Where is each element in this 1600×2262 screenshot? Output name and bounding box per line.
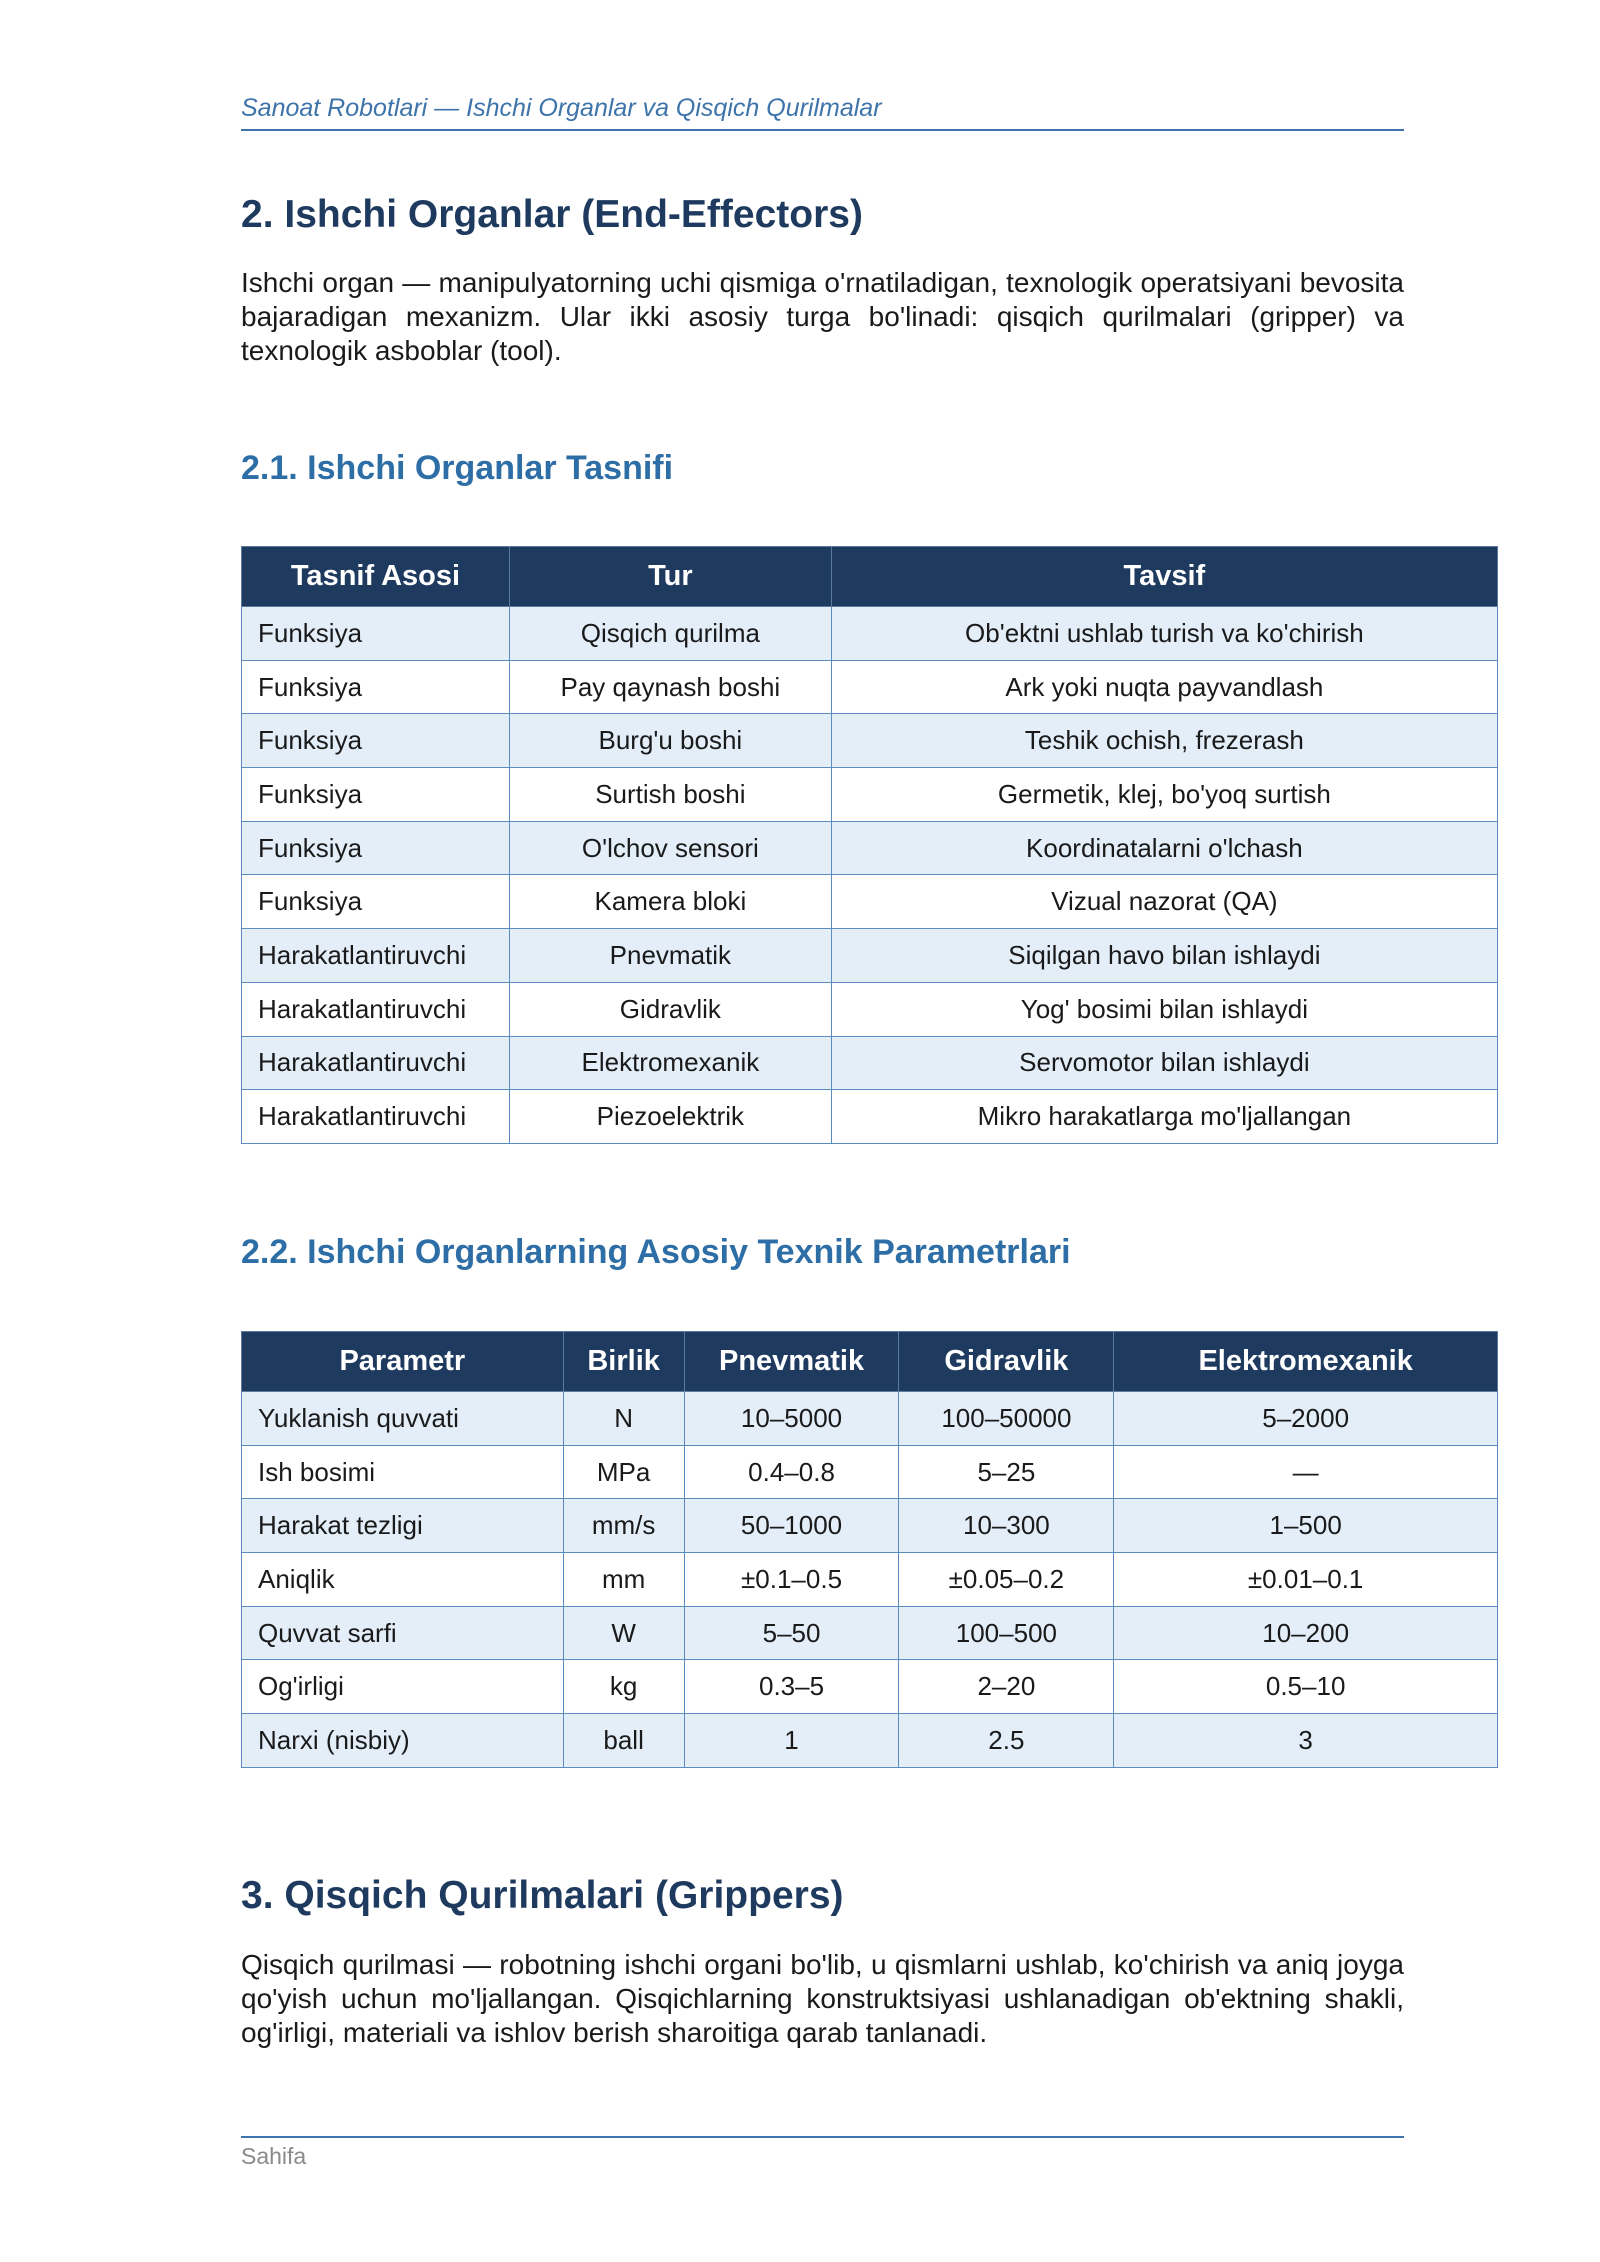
footer-divider: [241, 2136, 1404, 2138]
table-cell: 0.5–10: [1114, 1660, 1498, 1714]
table-cell: Quvvat sarfi: [242, 1606, 564, 1660]
table-header-row: [242, 1332, 1498, 1392]
table-cell: mm: [563, 1553, 684, 1607]
table-cell: Yog' bosimi bilan ishlaydi: [831, 982, 1497, 1036]
table-row: [242, 1606, 1498, 1660]
section-2-1-heading: 2.1. Ishchi Organlar Tasnifi: [241, 449, 674, 487]
table-cell: 100–500: [899, 1606, 1114, 1660]
table-cell: 1: [684, 1714, 899, 1768]
table-cell: Germetik, klej, bo'yoq surtish: [831, 768, 1497, 822]
table-cell: Servomotor bilan ishlaydi: [831, 1036, 1497, 1090]
table-cell: Qisqich qurilma: [509, 607, 831, 661]
table-cell: ±0.01–0.1: [1114, 1553, 1498, 1607]
table-row: [242, 1660, 1498, 1714]
running-header: Sanoat Robotlari — Ishchi Organlar va Qisqich Qurilmalar: [241, 94, 1404, 131]
table-cell: 2.5: [899, 1714, 1114, 1768]
table-cell: Ob'ektni ushlab turish va ko'chirish: [831, 607, 1497, 661]
table-cell: 5–2000: [1114, 1392, 1498, 1446]
table-cell: Elektromexanik: [509, 1036, 831, 1090]
table-row: [242, 821, 1498, 875]
column-header-birlik: Birlik: [563, 1332, 684, 1392]
classification-table: [241, 546, 1498, 1144]
table-cell: Ark yoki nuqta payvandlash: [831, 660, 1497, 714]
table-header-row: [242, 547, 1498, 607]
footer-page-label: Sahifa: [241, 2143, 307, 2169]
table-cell: Koordinatalarni o'lchash: [831, 821, 1497, 875]
table-cell: Harakatlantiruvchi: [242, 929, 510, 983]
column-header-tavsif: Tavsif: [831, 547, 1497, 607]
table-cell: Pay qaynash boshi: [509, 660, 831, 714]
table-cell: 0.3–5: [684, 1660, 899, 1714]
table-cell: —: [1114, 1445, 1498, 1499]
table-row: [242, 1714, 1498, 1768]
table-cell: Kamera bloki: [509, 875, 831, 929]
table-row: [242, 660, 1498, 714]
table-row: [242, 1392, 1498, 1446]
table-cell: Harakatlantiruvchi: [242, 982, 510, 1036]
section-3-paragraph: Qisqich qurilmasi — robotning ishchi organi bo'lib, u qismlarni ushlab, ko'chirish va aniq joyga qo'yish uchun mo'ljallangan. Qisqichlarning konstruktsiyasi ushlanadigan ob'ektning shakli, og'irligi, materiali va ishlov berish sharoitiga qarab tanlanadi.: [241, 1949, 1404, 2048]
table-cell: Burg'u boshi: [509, 714, 831, 768]
column-header-gidravlik: Gidravlik: [899, 1332, 1114, 1392]
table-cell: Teshik ochish, frezerash: [831, 714, 1497, 768]
column-header-tur: Tur: [509, 547, 831, 607]
table-cell: Gidravlik: [509, 982, 831, 1036]
table-cell: Siqilgan havo bilan ishlaydi: [831, 929, 1497, 983]
table-row: [242, 768, 1498, 822]
table-cell: Surtish boshi: [509, 768, 831, 822]
table-cell: 10–5000: [684, 1392, 899, 1446]
parameters-table: [241, 1331, 1498, 1768]
table-row: [242, 714, 1498, 768]
table-row: [242, 929, 1498, 983]
table-cell: Funksiya: [242, 660, 510, 714]
table-cell: O'lchov sensori: [509, 821, 831, 875]
table-cell: Harakatlantiruvchi: [242, 1090, 510, 1144]
table-cell: 10–200: [1114, 1606, 1498, 1660]
table-cell: 1–500: [1114, 1499, 1498, 1553]
table-cell: kg: [563, 1660, 684, 1714]
table-cell: Vizual nazorat (QA): [831, 875, 1497, 929]
table-cell: MPa: [563, 1445, 684, 1499]
column-header-pnevmatik: Pnevmatik: [684, 1332, 899, 1392]
section-3-heading: 3. Qisqich Qurilmalari (Grippers): [241, 1874, 844, 1917]
table-cell: N: [563, 1392, 684, 1446]
table-cell: Piezoelektrik: [509, 1090, 831, 1144]
column-header-parametr: Parametr: [242, 1332, 564, 1392]
section-2-paragraph: Ishchi organ — manipulyatorning uchi qismiga o'rnatiladigan, texnologik operatsiyani bevosita bajaradigan mexanizm. Ular ikki asosiy turga bo'linadi: qisqich qurilmalari (gripper) va texnologik asboblar (tool).: [241, 267, 1404, 366]
table-cell: 2–20: [899, 1660, 1114, 1714]
table-cell: ±0.05–0.2: [899, 1553, 1114, 1607]
table-cell: ball: [563, 1714, 684, 1768]
table-cell: Funksiya: [242, 768, 510, 822]
column-header-elektromexanik: Elektromexanik: [1114, 1332, 1498, 1392]
table-cell: Ish bosimi: [242, 1445, 564, 1499]
section-2-2-heading: 2.2. Ishchi Organlarning Asosiy Texnik Parametrlari: [241, 1233, 1071, 1271]
table-cell: W: [563, 1606, 684, 1660]
table-row: [242, 1036, 1498, 1090]
table-cell: 0.4–0.8: [684, 1445, 899, 1499]
table-cell: Funksiya: [242, 607, 510, 661]
table-cell: mm/s: [563, 1499, 684, 1553]
table-cell: ±0.1–0.5: [684, 1553, 899, 1607]
table-row: [242, 875, 1498, 929]
table-cell: 50–1000: [684, 1499, 899, 1553]
table-row: [242, 1553, 1498, 1607]
table-cell: 5–50: [684, 1606, 899, 1660]
table-cell: 100–50000: [899, 1392, 1114, 1446]
table-row: [242, 1499, 1498, 1553]
table-cell: Og'irligi: [242, 1660, 564, 1714]
table-cell: 5–25: [899, 1445, 1114, 1499]
table-row: [242, 1090, 1498, 1144]
table-cell: Aniqlik: [242, 1553, 564, 1607]
table-cell: 10–300: [899, 1499, 1114, 1553]
table-cell: Pnevmatik: [509, 929, 831, 983]
table-cell: Narxi (nisbiy): [242, 1714, 564, 1768]
table-row: [242, 607, 1498, 661]
table-cell: Funksiya: [242, 875, 510, 929]
table-cell: 3: [1114, 1714, 1498, 1768]
parameters-table-body: [242, 1392, 1498, 1768]
section-2-heading: 2. Ishchi Organlar (End-Effectors): [241, 193, 863, 236]
table-cell: Yuklanish quvvati: [242, 1392, 564, 1446]
table-cell: Funksiya: [242, 821, 510, 875]
table-cell: Mikro harakatlarga mo'ljallangan: [831, 1090, 1497, 1144]
table-cell: Harakat tezligi: [242, 1499, 564, 1553]
table-cell: Harakatlantiruvchi: [242, 1036, 510, 1090]
classification-table-body: [242, 607, 1498, 1144]
table-cell: Funksiya: [242, 714, 510, 768]
table-row: [242, 982, 1498, 1036]
column-header-tasnif-asosi: Tasnif Asosi: [242, 547, 510, 607]
table-row: [242, 1445, 1498, 1499]
